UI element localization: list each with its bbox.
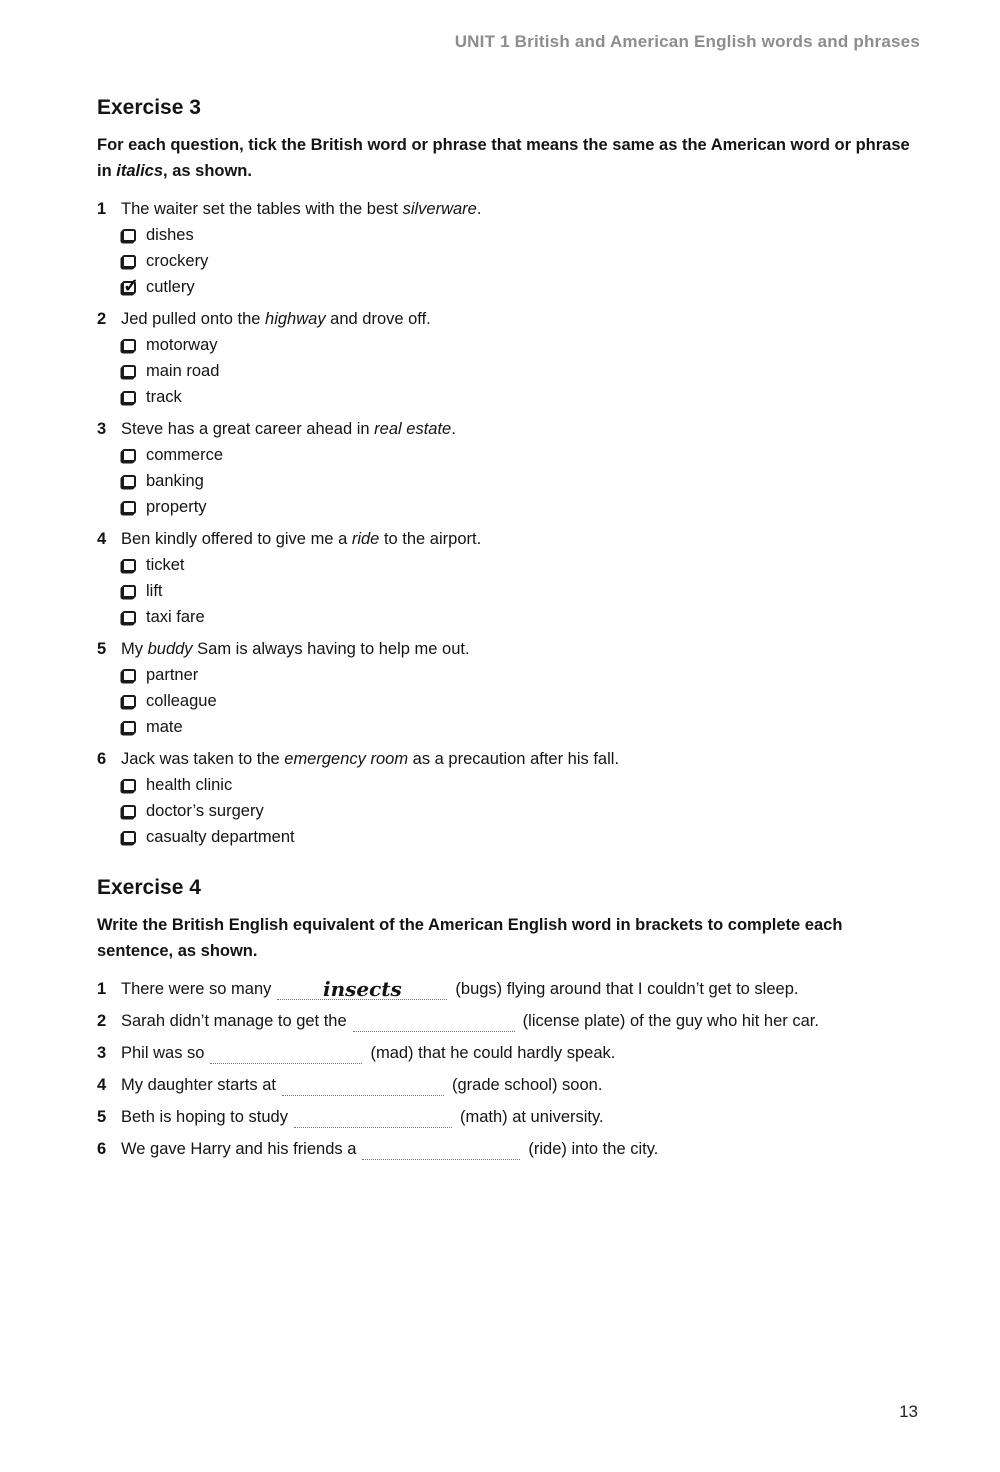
answer-option[interactable] — [121, 494, 920, 520]
option-label: track — [146, 387, 182, 406]
checkbox-icon[interactable] — [122, 805, 136, 818]
exercise3-title: Exercise 3 — [97, 96, 201, 119]
option-label: doctor’s surgery — [146, 801, 264, 820]
answer-option[interactable] — [121, 662, 920, 688]
question-sentence — [97, 526, 920, 552]
checkbox-icon[interactable] — [122, 339, 136, 352]
option-label: ticket — [146, 555, 185, 574]
instructions-italic-word: italics — [116, 162, 164, 180]
question-text-pre: My — [121, 640, 148, 658]
question-sentence — [97, 746, 920, 772]
checkbox-icon[interactable] — [122, 721, 136, 734]
exercise4-instructions: Write the British English equivalent of the American English word in brackets to complete each sentence, as shown. — [97, 916, 843, 960]
checkbox-icon[interactable] — [122, 501, 136, 514]
instructions-text-post: , as shown. — [163, 162, 252, 180]
option-label: cutlery — [146, 277, 195, 296]
exercise3-question — [97, 196, 920, 300]
exercise3-question — [97, 416, 920, 520]
exercise4-sentence — [97, 1008, 920, 1034]
question-text-italic: highway — [265, 310, 326, 328]
answer-option[interactable] — [121, 468, 920, 494]
answer-blank[interactable] — [362, 1140, 520, 1160]
exercise4-sentence — [97, 976, 920, 1002]
option-label: dishes — [146, 225, 194, 244]
option-label: crockery — [146, 251, 209, 270]
question-sentence — [97, 636, 920, 662]
option-label: taxi fare — [146, 607, 205, 626]
question-number: 1 — [97, 200, 107, 218]
question-sentence — [97, 416, 920, 442]
question-text-post: . — [476, 200, 482, 218]
question-text-post: as a precaution after his fall. — [408, 750, 620, 768]
checkbox-icon[interactable] — [122, 779, 136, 792]
exercise4-sentence — [97, 1136, 920, 1162]
handwritten-answer: insects — [323, 977, 402, 1001]
question-text — [121, 526, 481, 552]
question-text — [121, 636, 470, 662]
exercise3-questions — [97, 196, 920, 850]
checkbox-icon[interactable] — [122, 229, 136, 242]
sentence-text — [121, 1136, 920, 1162]
checkbox-icon[interactable] — [122, 831, 136, 844]
question-text-pre: Jed pulled onto the — [121, 310, 266, 328]
question-text-italic: emergency room — [284, 750, 409, 768]
checkbox-icon[interactable] — [122, 695, 136, 708]
sentence-text-pre: We gave Harry and his friends a — [121, 1140, 357, 1158]
sentence-number: 3 — [97, 1044, 107, 1062]
question-text-pre: Ben kindly offered to give me a — [121, 530, 352, 548]
checkbox-icon[interactable] — [122, 585, 136, 598]
checkbox-icon[interactable] — [122, 559, 136, 572]
sentence-text — [121, 1040, 920, 1066]
sentence-text-post: (math) at university. — [459, 1108, 604, 1126]
option-label: banking — [146, 471, 204, 490]
question-sentence — [97, 306, 920, 332]
exercise4-title: Exercise 4 — [97, 876, 201, 899]
exercise3-question — [97, 526, 920, 630]
exercise4-sentence — [97, 1072, 920, 1098]
exercise4-sentences — [97, 976, 920, 1162]
answer-option[interactable] — [121, 688, 920, 714]
question-text-italic: ride — [351, 530, 380, 548]
exercise3-question — [97, 636, 920, 740]
question-number: 3 — [97, 420, 107, 438]
question-text-pre: Steve has a great career ahead in — [121, 420, 375, 438]
exercise3-instructions — [97, 132, 920, 184]
checkbox-icon[interactable] — [122, 255, 136, 268]
answer-option[interactable] — [121, 332, 920, 358]
sentence-number: 4 — [97, 1076, 107, 1094]
answer-option[interactable] — [121, 274, 920, 300]
exercise3-question — [97, 746, 920, 850]
question-text — [121, 746, 619, 772]
sentence-text-pre: My daughter starts at — [121, 1076, 276, 1094]
option-label: main road — [146, 361, 220, 380]
answer-option[interactable] — [121, 604, 920, 630]
question-text-post: Sam is always having to help me out. — [192, 640, 470, 658]
sentence-text-post: (ride) into the city. — [528, 1140, 659, 1158]
checkbox-icon[interactable] — [122, 449, 136, 462]
sentence-text — [121, 1104, 920, 1130]
answer-option[interactable] — [121, 578, 920, 604]
sentence-text-pre: There were so many — [121, 980, 272, 998]
answer-blank[interactable] — [210, 1044, 362, 1064]
question-text-italic: real estate — [374, 420, 452, 438]
question-text — [121, 416, 456, 442]
sentence-text — [121, 1072, 920, 1098]
option-label: partner — [146, 665, 199, 684]
answer-option[interactable] — [121, 552, 920, 578]
answer-blank[interactable] — [282, 1076, 444, 1096]
sentence-text-post: (license plate) of the guy who hit her car. — [522, 1012, 819, 1030]
instructions-text-pre: For each question, tick the British word or phrase that means the same as the American word or phrase in — [97, 136, 910, 180]
question-number: 5 — [97, 640, 107, 658]
exercise4-sentence — [97, 1040, 920, 1066]
option-label: casualty department — [146, 827, 295, 846]
sentence-text — [121, 976, 920, 1002]
sentence-number: 6 — [97, 1140, 107, 1158]
answer-option[interactable] — [121, 358, 920, 384]
question-number: 6 — [97, 750, 107, 768]
answer-option[interactable] — [121, 772, 920, 798]
sentence-number: 1 — [97, 980, 107, 998]
checkbox-icon[interactable] — [122, 391, 136, 404]
sentence-text — [121, 1008, 920, 1034]
sentence-text-pre: Beth is hoping to study — [121, 1108, 288, 1126]
exercise4-sentence — [97, 1104, 920, 1130]
question-number: 4 — [97, 530, 107, 548]
sentence-number: 2 — [97, 1012, 107, 1030]
checkbox-icon[interactable] — [122, 611, 136, 624]
question-number: 2 — [97, 310, 107, 328]
checkbox-icon[interactable] — [122, 281, 136, 294]
option-label: colleague — [146, 691, 217, 710]
option-label: commerce — [146, 445, 224, 464]
question-text-pre: The waiter set the tables with the best — [121, 200, 403, 218]
option-label: lift — [146, 581, 163, 600]
option-label: health clinic — [146, 775, 233, 794]
sentence-number: 5 — [97, 1108, 107, 1126]
option-label: mate — [146, 717, 183, 736]
question-text — [121, 306, 431, 332]
question-text-italic: buddy — [147, 640, 193, 658]
question-text-post: to the airport. — [379, 530, 482, 548]
question-text — [121, 196, 481, 222]
answer-option[interactable] — [121, 248, 920, 274]
sentence-text-post: (bugs) flying around that I couldn’t get to sleep. — [455, 980, 799, 998]
sentence-text-pre: Sarah didn’t manage to get the — [121, 1012, 347, 1030]
question-text-post: . — [451, 420, 456, 438]
checkbox-icon[interactable] — [122, 475, 136, 488]
answer-option[interactable] — [121, 798, 920, 824]
answer-blank[interactable] — [353, 1012, 515, 1032]
checkbox-icon[interactable] — [122, 365, 136, 378]
answer-option[interactable] — [121, 824, 920, 850]
question-sentence — [97, 196, 920, 222]
option-label: property — [146, 497, 207, 516]
answer-blank[interactable] — [294, 1108, 452, 1128]
checkbox-icon[interactable] — [122, 669, 136, 682]
question-text-pre: Jack was taken to the — [121, 750, 285, 768]
page-header: UNIT 1 British and American English words and phrases — [454, 32, 920, 51]
option-label: motorway — [146, 335, 218, 354]
answer-option[interactable] — [121, 714, 920, 740]
question-text-italic: silverware — [402, 200, 477, 218]
answer-option[interactable] — [121, 442, 920, 468]
sentence-text-post: (grade school) soon. — [452, 1076, 603, 1094]
page-number: 13 — [899, 1402, 918, 1421]
exercise3-question — [97, 306, 920, 410]
sentence-text-post: (mad) that he could hardly speak. — [370, 1044, 616, 1062]
answer-option[interactable] — [121, 222, 920, 248]
answer-blank[interactable] — [277, 977, 447, 1001]
answer-option[interactable] — [121, 384, 920, 410]
sentence-text-pre: Phil was so — [121, 1044, 205, 1062]
question-text-post: and drove off. — [325, 310, 431, 328]
